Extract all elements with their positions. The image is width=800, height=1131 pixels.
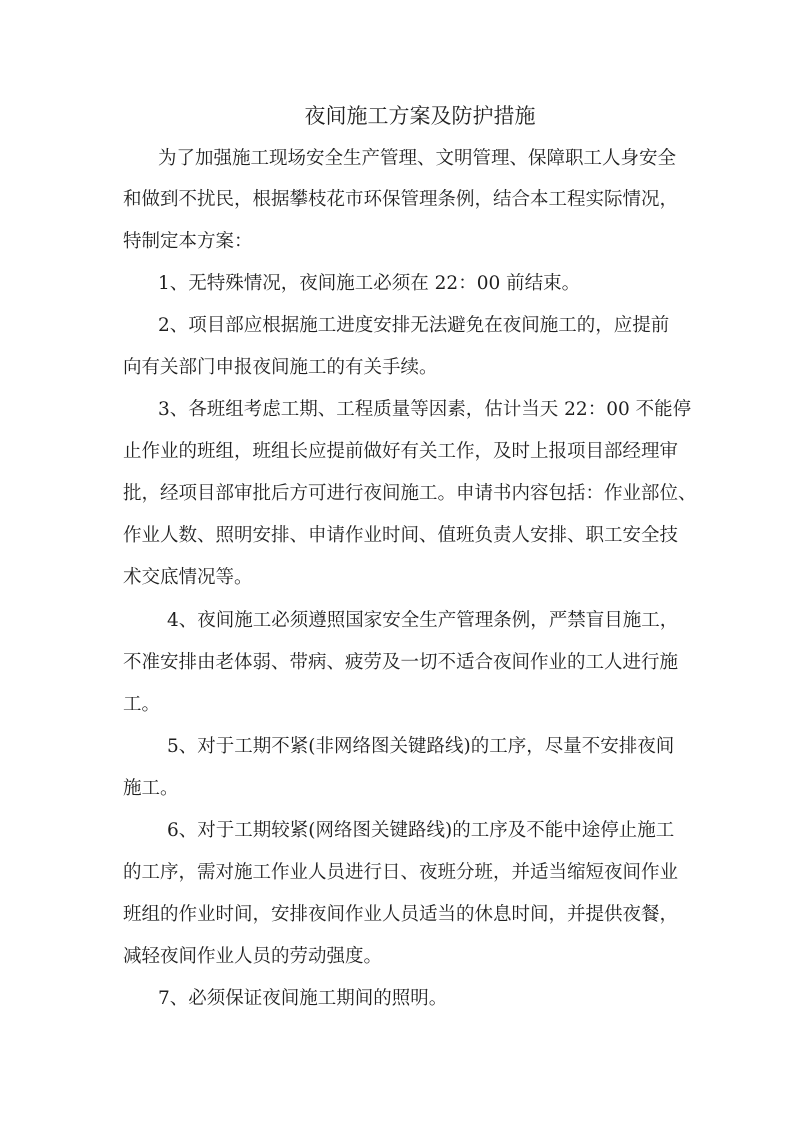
paragraph-line: 批，经项目部审批后方可进行夜间施工。申请书内容包括：作业部位、 [123, 483, 697, 504]
paragraph-line: 术交底情况等。 [123, 567, 253, 588]
paragraph-line: 7、必须保证夜间施工期间的照明。 [158, 988, 448, 1009]
document-title: 夜间施工方案及防护措施 [304, 104, 536, 128]
paragraph-line: 的工序，需对施工作业人员进行日、夜班分班，并适当缩短夜间作业 [123, 862, 679, 883]
paragraph-line: 2、项目部应根据施工进度安排无法避免在夜间施工的，应提前 [158, 315, 670, 336]
paragraph-line: 减轻夜间作业人员的劳动强度。 [123, 946, 383, 967]
paragraph-line: 3、各班组考虑工期、工程质量等因素，估计当天 22：00 不能停 [158, 399, 692, 420]
paragraph-line: 4、夜间施工必须遵照国家安全生产管理条例，严禁盲目施工， [167, 610, 679, 631]
paragraph-line: 工。 [123, 694, 161, 715]
paragraph-line: 不准安排由老体弱、带病、疲劳及一切不适合夜间作业的工人进行施 [123, 652, 679, 673]
paragraph-line: 5、对于工期不紧(非网络图关键路线)的工序，尽量不安排夜间 [167, 736, 675, 757]
paragraph-line: 1、无特殊情况，夜间施工必须在 22：00 前结束。 [158, 273, 581, 294]
paragraph-line: 施工。 [123, 778, 179, 799]
paragraph-line: 特制定本方案： [123, 231, 253, 252]
paragraph-line: 和做到不扰民，根据攀枝花市环保管理条例，结合本工程实际情况， [123, 189, 679, 210]
paragraph-line: 作业人数、照明安排、申请作业时间、值班负责人安排、职工安全技 [123, 525, 679, 546]
paragraph-line: 班组的作业时间，安排夜间作业人员适当的休息时间，并提供夜餐， [123, 904, 679, 925]
paragraph-line: 为了加强施工现场安全生产管理、文明管理、保障职工人身安全 [158, 148, 677, 169]
paragraph-line: 向有关部门申报夜间施工的有关手续。 [123, 357, 438, 378]
paragraph-line: 6、对于工期较紧(网络图关键路线)的工序及不能中途停止施工 [167, 820, 675, 841]
paragraph-line: 止作业的班组，班组长应提前做好有关工作，及时上报项目部经理审 [123, 441, 679, 462]
